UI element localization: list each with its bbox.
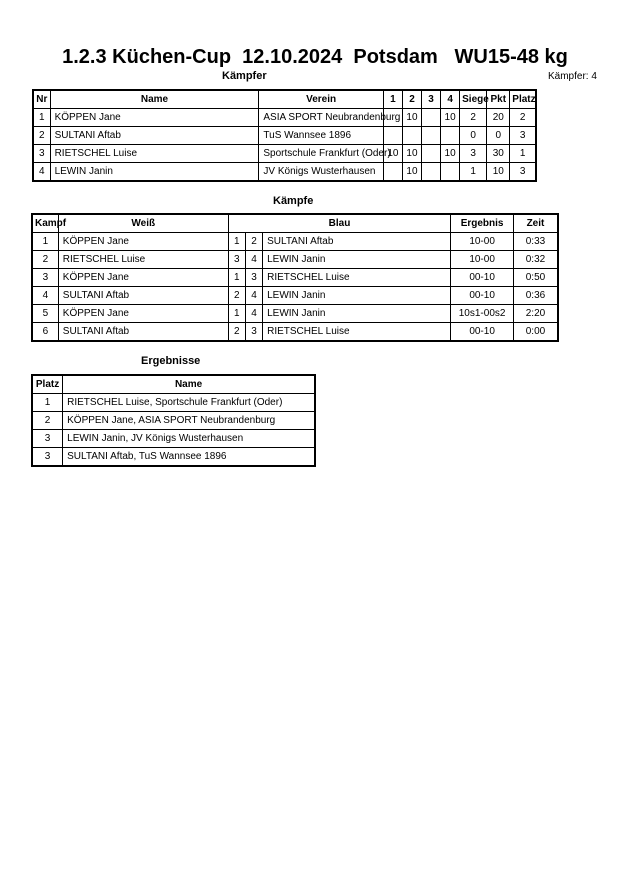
blue-number: 2 [245, 233, 262, 251]
fighter-name: LEWIN Janin [50, 163, 259, 182]
bout-score [441, 127, 460, 145]
wins: 1 [460, 163, 487, 182]
white-fighter: RIETSCHEL Luise [58, 251, 228, 269]
bout-score [383, 127, 402, 145]
blue-number: 3 [245, 323, 262, 342]
column-header: Nr [33, 90, 50, 109]
fighter-nr: 2 [33, 127, 50, 145]
white-number: 1 [228, 305, 245, 323]
fight-number: 5 [32, 305, 58, 323]
blue-number: 4 [245, 305, 262, 323]
column-header: Pkt [487, 90, 510, 109]
fight-number: 3 [32, 269, 58, 287]
wins: 0 [460, 127, 487, 145]
fighter-nr: 4 [33, 163, 50, 182]
table-row [33, 127, 536, 145]
fight-time: 0:33 [513, 233, 558, 251]
place: 3 [510, 127, 536, 145]
white-number: 2 [228, 287, 245, 305]
bout-score: 10 [402, 163, 421, 182]
result-name: RIETSCHEL Luise, Sportschule Frankfurt (Oder) [63, 394, 315, 412]
column-header: Name [63, 375, 315, 394]
fights-section-heading: Kämpfe [273, 195, 314, 207]
table-row [32, 287, 558, 305]
blue-fighter: LEWIN Janin [263, 305, 451, 323]
blue-fighter: LEWIN Janin [263, 287, 451, 305]
blue-fighter: SULTANI Aftab [263, 233, 451, 251]
bout-score [383, 163, 402, 182]
blue-fighter: LEWIN Janin [263, 251, 451, 269]
column-header: Zeit [513, 214, 558, 233]
fighter-club: Sportschule Frankfurt (Oder) [259, 145, 383, 163]
column-header: Siege [460, 90, 487, 109]
fighter-name: RIETSCHEL Luise [50, 145, 259, 163]
bout-score [422, 127, 441, 145]
white-fighter: SULTANI Aftab [58, 287, 228, 305]
fighters-header-row [33, 90, 536, 109]
white-number: 2 [228, 323, 245, 342]
fighters-table [32, 89, 537, 182]
white-number: 1 [228, 233, 245, 251]
column-header: Verein [259, 90, 383, 109]
points: 20 [487, 109, 510, 127]
table-row [32, 448, 315, 467]
fight-time: 0:50 [513, 269, 558, 287]
points: 0 [487, 127, 510, 145]
fight-result: 10-00 [451, 233, 514, 251]
bout-score: 10 [383, 145, 402, 163]
place: 3 [510, 163, 536, 182]
bout-score [422, 163, 441, 182]
white-number: 1 [228, 269, 245, 287]
fighter-nr: 1 [33, 109, 50, 127]
bout-score: 10 [441, 109, 460, 127]
fight-result: 10-00 [451, 251, 514, 269]
blue-fighter: RIETSCHEL Luise [263, 269, 451, 287]
fight-result: 00-10 [451, 287, 514, 305]
column-header: 4 [441, 90, 460, 109]
place: 2 [510, 109, 536, 127]
fighter-name: SULTANI Aftab [50, 127, 259, 145]
column-header: Name [50, 90, 259, 109]
white-fighter: KÖPPEN Jane [58, 233, 228, 251]
result-place: 3 [32, 430, 63, 448]
fight-number: 2 [32, 251, 58, 269]
fight-time: 2:20 [513, 305, 558, 323]
column-header: Blau [228, 214, 451, 233]
table-row [32, 430, 315, 448]
fighter-club: TuS Wannsee 1896 [259, 127, 383, 145]
fights-table [31, 213, 559, 342]
fight-number: 1 [32, 233, 58, 251]
fight-time: 0:00 [513, 323, 558, 342]
table-row [32, 394, 315, 412]
result-place: 2 [32, 412, 63, 430]
points: 10 [487, 163, 510, 182]
column-header: Platz [510, 90, 536, 109]
table-row [32, 233, 558, 251]
fight-result: 00-10 [451, 269, 514, 287]
fight-time: 0:36 [513, 287, 558, 305]
result-place: 3 [32, 448, 63, 467]
fight-result: 00-10 [451, 323, 514, 342]
blue-fighter: RIETSCHEL Luise [263, 323, 451, 342]
table-row [32, 251, 558, 269]
bout-score: 10 [402, 145, 421, 163]
bout-score [422, 145, 441, 163]
white-fighter: KÖPPEN Jane [58, 305, 228, 323]
fight-number: 6 [32, 323, 58, 342]
blue-number: 4 [245, 287, 262, 305]
results-section-heading: Ergebnisse [141, 355, 201, 367]
blue-number: 4 [245, 251, 262, 269]
result-name: KÖPPEN Jane, ASIA SPORT Neubrandenburg [63, 412, 315, 430]
wins: 3 [460, 145, 487, 163]
column-header: Platz [32, 375, 63, 394]
fighters-section-heading: Kämpfer [222, 70, 267, 82]
bout-score [402, 127, 421, 145]
column-header: 1 [383, 90, 402, 109]
table-row [32, 412, 315, 430]
table-row [32, 305, 558, 323]
table-row [32, 269, 558, 287]
column-header: Kampf [32, 214, 58, 233]
blue-number: 3 [245, 269, 262, 287]
white-number: 3 [228, 251, 245, 269]
bout-score: 10 [441, 145, 460, 163]
fight-result: 10s1-00s2 [451, 305, 514, 323]
points: 30 [487, 145, 510, 163]
result-place: 1 [32, 394, 63, 412]
place: 1 [510, 145, 536, 163]
fighter-nr: 3 [33, 145, 50, 163]
fight-number: 4 [32, 287, 58, 305]
bout-score [441, 163, 460, 182]
page-title: 1.2.3 Küchen-Cup 12.10.2024 Potsdam WU15-48 kg [62, 46, 568, 68]
wins: 2 [460, 109, 487, 127]
column-header: Weiß [58, 214, 228, 233]
fights-header-row [32, 214, 558, 233]
result-name: LEWIN Janin, JV Königs Wusterhausen [63, 430, 315, 448]
fighter-count: Kämpfer: 4 [548, 71, 597, 82]
results-header-row [32, 375, 315, 394]
table-row [33, 109, 536, 127]
column-header: Ergebnis [451, 214, 514, 233]
results-table [31, 374, 316, 467]
fighter-name: KÖPPEN Jane [50, 109, 259, 127]
table-row [33, 163, 536, 182]
fight-time: 0:32 [513, 251, 558, 269]
fighter-club: ASIA SPORT Neubrandenburg [259, 109, 383, 127]
bout-score [422, 109, 441, 127]
bout-score: 10 [402, 109, 421, 127]
table-row [33, 145, 536, 163]
result-name: SULTANI Aftab, TuS Wannsee 1896 [63, 448, 315, 467]
column-header: 2 [402, 90, 421, 109]
fighter-club: JV Königs Wusterhausen [259, 163, 383, 182]
white-fighter: SULTANI Aftab [58, 323, 228, 342]
white-fighter: KÖPPEN Jane [58, 269, 228, 287]
column-header: 3 [422, 90, 441, 109]
table-row [32, 323, 558, 342]
